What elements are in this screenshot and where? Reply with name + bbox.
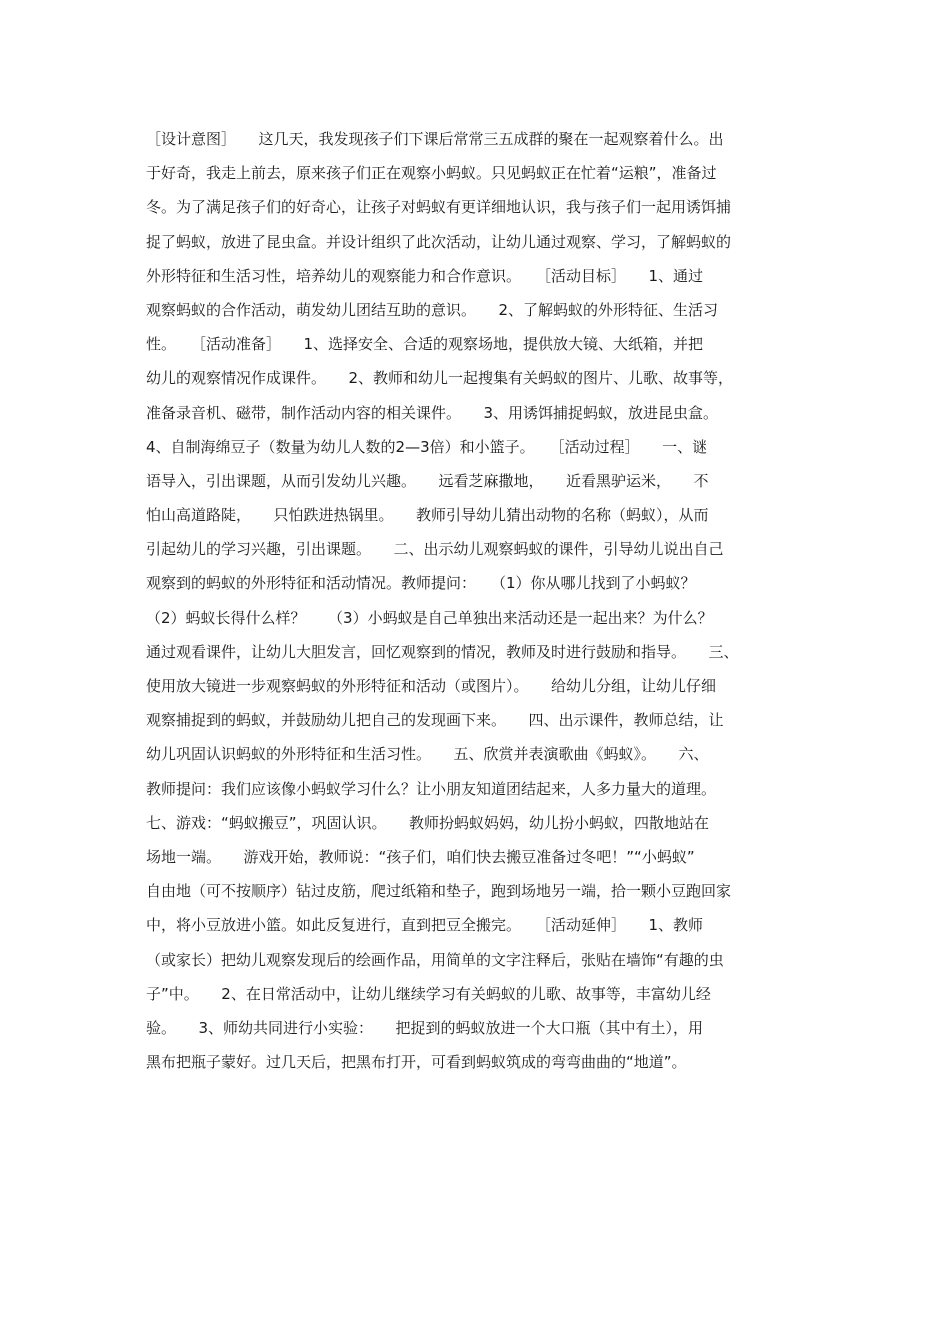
text-line: 怕山高道路陡， 只怕跌进热锅里。 教师引导幼儿猜出动物的名称（蚂蚁），从而: [146, 506, 709, 525]
text-line: 使用放大镜进一步观察蚂蚁的外形特征和活动（或图片）。 给幼儿分组，让幼儿仔细: [146, 677, 717, 695]
text-line: ［设计意图］ 这几天，我发现孩子们下课后常常三五成群的聚在一起观察着什么。出: [146, 130, 724, 148]
text-line: 冬。为了满足孩子们的好奇心，让孩子对蚂蚁有更详细地认识，我与孩子们一起用诱饵捕: [146, 198, 732, 217]
text-line: （2）蚂蚁长得什么样？ （3）小蚂蚁是自己单独出来活动还是一起出来？为什么？: [146, 608, 713, 627]
text-line: 自由地（可不按顺序）钻过皮筋，爬过纸箱和垫子，跑到场地另一端，拾一颗小豆跑回家: [146, 882, 732, 901]
text-line: 中，将小豆放进小篮。如此反复进行，直到把豆全搬完。 ［活动延伸］ 1、教师: [146, 916, 704, 935]
text-line: 七、游戏：“蚂蚁搬豆”，巩固认识。 教师扮蚂蚁妈妈，幼儿扮小蚂蚁，四散地站在: [146, 813, 710, 832]
text-line: 于好奇，我走上前去，原来孩子们正在观察小蚂蚁。只见蚂蚁正在忙着“运粮”，准备过: [146, 164, 717, 183]
text-line: 语导入，引出课题，从而引发幼儿兴趣。 远看芝麻撒地， 近看黑驴运米， 不: [146, 471, 709, 490]
text-line: 幼儿的观察情况作成课件。 2、教师和幼儿一起搜集有关蚂蚁的图片、儿歌、故事等，: [146, 369, 734, 388]
text-line: 黑布把瓶子蒙好。过几天后，把黑布打开，可看到蚂蚁筑成的弯弯曲曲的“地道”。: [146, 1053, 687, 1072]
text-line: 教师提问：我们应该像小蚂蚁学习什么？让小朋友知道团结起来，人多力量大的道理。: [146, 779, 717, 798]
text-line: 幼儿巩固认识蚂蚁的外形特征和生活习性。 五、欣赏并表演歌曲《蚂蚁》。 六、: [146, 745, 709, 764]
text-line: 子”中。 2、在日常活动中，让幼儿继续学习有关蚂蚁的儿歌、故事等，丰富幼儿经: [146, 984, 711, 1003]
text-line: 观察到的蚂蚁的外形特征和活动情况。教师提问： （1）你从哪儿找到了小蚂蚁？: [146, 574, 696, 593]
text-line: 观察蚂蚁的合作活动，萌发幼儿团结互助的意识。 2、了解蚂蚁的外形特征、生活习: [146, 300, 719, 319]
text-line: 观察捕捉到的蚂蚁，并鼓励幼儿把自己的发现画下来。 四、出示课件，教师总结，让: [146, 711, 724, 730]
text-line: 验。 3、师幼共同进行小实验： 把捉到的蚂蚁放进一个大口瓶（其中有土），用: [146, 1018, 704, 1037]
text-line: （或家长）把幼儿观察发现后的绘画作品，用简单的文字注释后，张贴在墙饰“有趣的虫: [146, 950, 724, 969]
text-line: 准备录音机、磁带，制作活动内容的相关课件。 3、用诱饵捕捉蚂蚁，放进昆虫盒。: [146, 403, 719, 422]
text-line: 场地一端。 游戏开始，教师说：“孩子们，咱们快去搬豆准备过冬吧！”“小蚂蚁”: [146, 847, 695, 866]
text-line: 4、自制海绵豆子（数量为幼儿人数的2—3倍）和小篮子。 ［活动过程］ 一、谜: [146, 437, 708, 456]
text-line: 通过观看课件，让幼儿大胆发言，回忆观察到的情况，教师及时进行鼓励和指导。 三、: [146, 642, 739, 661]
body-text: [146, 122, 818, 1079]
text-line: 性。 ［活动准备］ 1、选择安全、合适的观察场地，提供放大镜、大纸箱，并把: [146, 335, 704, 354]
text-line: 外形特征和生活习性，培养幼儿的观察能力和合作意识。 ［活动目标］ 1、通过: [146, 266, 704, 285]
text-line: 捉了蚂蚁，放进了昆虫盒。并设计组织了此次活动，让幼儿通过观察、学习，了解蚂蚁的: [146, 232, 732, 251]
text-line: 引起幼儿的学习兴趣，引出课题。 二、出示幼儿观察蚂蚁的课件，引导幼儿说出自己: [146, 540, 724, 559]
